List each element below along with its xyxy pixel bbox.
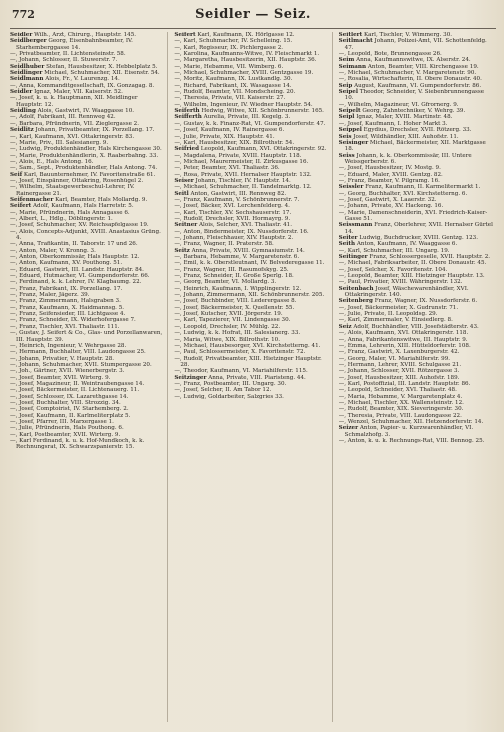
entry-details: Leopold, Kaufmann, XVI. Ottakringerstr. 92. — [200, 146, 327, 153]
entry-details: —, Theresia, Private, VIII. Laudongasse 22. — [338, 412, 462, 419]
entry-details: —, Marie, Pfründnerin, Hals Annagasse 6. — [10, 209, 130, 216]
entry-details: —, Franz, Wagner, II. Praterstr. 58. — [174, 241, 274, 248]
entry-details: —, Alois, Kaufmann, XVI. Ottakringerstr. 118. — [338, 330, 469, 337]
entry-details: —, Leopold, Bote, Brunnengasse 26. — [338, 51, 442, 58]
entry-details: —, Karolina, Kaufmanns-Witwe, IV. Fleischmarkt 1. — [174, 51, 320, 58]
entry-details: —, Michael, Schuhmacher, V. Margaretenstr. 90. — [338, 70, 477, 77]
entry-details: Anna, Kaufmannswitwe, IX. Alserstr. 24. — [356, 57, 471, 64]
entry-details: —, Eduard, Gastwirt, III. Landstr. Hauptstr. 84. — [10, 266, 144, 273]
entry-details: —, Josef, Hausbesitzer, IV. Mostg. 9. — [338, 165, 441, 172]
entry-details: —, Marie, Hebamme, VII. Wimberg. 6. — [174, 63, 284, 70]
entry-details: —, Emil, k. k. Oberstleutnant, IV. Belvederegasse 11. — [174, 260, 325, 267]
entry-details: —, Ludwig, Goldarbeiter, Salzgries 33. — [174, 393, 284, 400]
entry-surname: Seiferth — [174, 108, 200, 115]
entry-details: —, Josef, Beamter, XVII. Wirterg. 9. — [10, 374, 111, 381]
entry-details: —, Karl, Postbeamter, XVII. Wirterg. 9. — [10, 431, 121, 438]
entry-details: —, Georg, Beamter, VI. Mollardg. 3. — [174, 279, 277, 286]
entry-details: —, Johann, Zimmermann, XII. Schönbrunnerstr. 205. — [174, 292, 325, 299]
entry-surname: Seisinger — [338, 139, 369, 146]
entry-details: —, Josef, Bäckermeister, II. Lichtenauerg. 11. — [10, 387, 140, 394]
entry-details: Georg, Eisenbahnbeamter, IV. Starhemberggasse 14. — [16, 38, 133, 51]
entry-details: —, Karl, Schuhmacher, III. Ungarg. 19. — [338, 247, 450, 254]
entry-details: Egydius, Drechsler, XVII. Rötzerg. 33. — [363, 127, 472, 134]
entry-details: —, Josef, Bäckermeister, X. Gudrunstr. 71. — [338, 304, 459, 311]
entry-details: —, Franz, Schneider, II. Große Sperlg. 18. — [174, 273, 294, 280]
directory-entry — [10, 229, 164, 242]
directory-entry — [339, 140, 493, 153]
directory-entry — [10, 438, 164, 451]
entry-details: —, Sam., Sept., Produktenhändler, Hals Antong. 74. — [10, 165, 158, 172]
directory-entry — [339, 38, 493, 51]
entry-surname: Seidler — [10, 89, 33, 96]
entry-details: —, Josef, Buchhalter, VIII. Strozzig. 34. — [10, 399, 121, 406]
entry-surname: Seidlhuber — [10, 63, 45, 70]
entry-surname: Seipel — [338, 89, 358, 96]
entry-details: —, Alois, Concepts-Adjunkt, XVIII. Anastasius Grüng. 4. — [10, 228, 161, 241]
entry-details: —, Rosalia, Wirtschafterin, II. Obere Donaustr. 40. — [338, 76, 482, 83]
entry-details: —, Karl, Postoffizial, III. Landstr. Hauptstr. 86. — [338, 380, 471, 387]
entry-details: —, Wilhelm, Ingenieur, IV. Wiedner Hauptstr. 54. — [174, 101, 313, 108]
entry-surname: Seifferth — [174, 114, 202, 121]
entry-details: —, Julie, Private, XIX. Hauptstr. 41. — [174, 133, 275, 140]
entry-details: —, Anton, Kaufmann, XV. Pouthong. 51. — [10, 260, 123, 267]
entry-details: —, Josef, k. u. k. Hauptmann, XII. Meidlinger Hauptstr. 12. — [10, 95, 138, 108]
entry-details: Theodor, Schneider, V. Siebenbrunnengasse 10. — [344, 89, 485, 102]
entry-details: —, Johann, Private, XV. Hackeng. 16. — [338, 203, 444, 210]
entry-details: Karl, Tischler, V. Wimmerg. 30. — [363, 32, 453, 38]
entry-details: —, Johann, Privatier, V. Hauptstr. 28. — [10, 355, 115, 362]
entry-details: —, Franz, Schneider, IX. Widerhofergasse 7. — [10, 317, 136, 324]
entry-surname: Seidlberger — [10, 38, 47, 45]
entry-surname: Seidlinger — [10, 70, 43, 77]
page-header — [10, 6, 496, 29]
entry-details: —, Johann, Schuhmacher, XVII. Stumpergasse 20. — [10, 361, 152, 368]
entry-details: —, Johann, Schlosser, II. Stuwerstr. 7. — [10, 57, 118, 64]
directory-entry — [10, 38, 164, 51]
entry-surname: Seitner — [174, 222, 198, 229]
entry-details: —, Michael, Schuhmacher, II. Tandelmarktg. 12. — [174, 184, 312, 191]
entry-details: —, Heinrich, Kaufmann, I. Wipplingerstr. 12. — [174, 285, 302, 292]
entry-details: Franz, Oberlehrer, XVII. Hernalser Gürtel 14. — [344, 222, 493, 235]
entry-surname: Seifert — [10, 203, 32, 210]
entry-details: Alois, Fr., V. Laurenzg. 14. — [45, 76, 120, 83]
entry-details: —, Karl, Regisseur, IX. Pichlergasse 2. — [174, 44, 284, 51]
entry-surname: Seipelt — [338, 108, 361, 115]
entry-details: Ludwig, Buchdrucker, XVIII. Gentzg. 123. — [359, 235, 479, 241]
entry-details: —, Josef, Magazineur, II. Weintraubengasse 14. — [10, 380, 145, 387]
entry-details: Anna, Private, VIII. Piaristeng. 44. — [208, 374, 306, 381]
entry-details: Ignaz, Maler, VII. Kaiserstr. 52. — [34, 89, 123, 96]
column-1 — [10, 32, 168, 722]
entry-details: —, Josef, Bäckermeister, X. Quellenstr. 55. — [174, 304, 295, 311]
entry-details: —, Michael, Schuhmacher, XVIII. Gentzgasse 19. — [174, 70, 314, 77]
entry-details: —, Wilhelm, Magazineur, VI. Gfrornerg. 9. — [338, 101, 459, 108]
entry-details: —, Georg, Buchhalter, XVI. Kirchstetterng. 6. — [338, 190, 468, 197]
entry-details: —, Gustav, k. k. Finanz-Rat, VI. Gumpendorferstr. 47. — [174, 120, 326, 127]
entry-details: —, Leopold, Beamter, XIII. Hietzinger Hauptstr. 13. — [338, 273, 485, 280]
entry-details: —, Josef, Selcher, X. Favoritenstr. 104. — [338, 266, 448, 273]
entry-surname: Seiss — [338, 152, 355, 159]
entry-details: —, Karl, Kaufmann, XVI. Ottakringerstr. 83. — [10, 133, 135, 140]
entry-details: —, Johann, Fleischhauer, XIV. Hauptstr. 2. — [174, 235, 294, 241]
entry-details: Georg, Zahntechniker, V. Wehrg. 39. — [362, 108, 466, 115]
entry-details: —, Michael, Tischler, XX. Wallensteinstr. 12. — [338, 399, 464, 406]
entry-details: —, Karl, Schuhmacher, IV. Schelleing. 15. — [174, 38, 293, 45]
entry-details: —, Michael, Hausbesorger, XVI. Kirchstetterng. 41. — [174, 342, 321, 349]
entry-details: —, Anna, Kommanditgesellschaft, IX. Gonzagag. 8. — [10, 82, 155, 89]
entry-surname: Seiter — [338, 235, 358, 241]
entry-surname: Seip — [338, 82, 353, 89]
entry-details: Michael, Bäckermeister, XII. Marktgasse 18. — [344, 139, 486, 153]
directory-entry — [10, 95, 164, 108]
entry-details: —, Theresia, Private, VII. Kaiserstr. 27. — [174, 95, 286, 102]
entry-details: —, Franz, Maler, Jägerz. 39. — [10, 292, 90, 299]
directory-entry — [339, 438, 493, 444]
entry-surname: Seis — [338, 133, 352, 140]
entry-details: Adolf, Buchhändler, VIII. Josefstädterstr. 43. — [353, 323, 479, 330]
entry-details: —, Ferdinand, k. k. Lehrer, IV. Klagbaumg. 22. — [10, 279, 142, 286]
entry-details: —, Josef, Buchbinder, VIII. Lederergasse 8. — [174, 298, 297, 305]
entry-details: Alois, Selcher, XVI. Thaliastr. 41. — [199, 222, 293, 229]
entry-details: —, Josef, Kaufmann, II. Karlmeliterplatz 5. — [10, 412, 131, 419]
entry-details: —, Johann, Schlosser, XVII. Rötzergasse 3. — [338, 368, 460, 375]
entry-surname: Seidler — [10, 32, 33, 38]
entry-details: Johann, Polizei-Amt, VII. Schottenfeldg. 47. — [344, 38, 487, 51]
entry-details: —, Josef, Kutscher, XVII. Jörgerstr. 19. — [174, 311, 283, 318]
entry-details: —, Karl, Hausbesitzer, XIX. Billrothstr. 54. — [174, 139, 295, 146]
entry-details: Karl, Bauunternehmer, IV. Favoritenstraße 61. — [23, 171, 156, 178]
directory-entry — [339, 89, 493, 102]
entry-details: —, Anton, Oberkommissär, Hals Hauptstr. 12. — [10, 254, 140, 261]
entry-surname: Seipl — [338, 114, 355, 121]
entry-surname: Seifried — [174, 146, 200, 153]
entry-details: Johann, Privatbeamter, IX. Porzellang. 17. — [35, 127, 155, 134]
entry-details: Anton, Beamter, VIII. Kirchengasse 19. — [367, 63, 479, 70]
entry-details: —, Michael, Maurermeister, II. Zirkusgasse 16. — [174, 158, 309, 165]
directory-entry — [339, 222, 493, 235]
entry-details: —, Rudolf, Privatbeamter, XIII. Hietzinger Hauptstr. 28. — [174, 355, 322, 368]
entry-details: —, Eduard, Maler, XVIII. Gentzg. 82. — [338, 171, 443, 178]
entry-details: —, Josef, Comptoirist, IV. Starhemberg. 2. — [10, 406, 129, 413]
entry-details: —, Josef, Einspänner, Ottakring, Rosenhügel 2. — [10, 177, 144, 184]
entry-details: —, Magdalena, Private, XVIII. Hauptstr. 118. — [174, 152, 302, 159]
entry-details: —, Josef, Kaufmann, IV. Rainergasse 6. — [174, 127, 285, 134]
entry-details: Josef, Wildhändler, XIII. Auhofstr. 11. — [353, 133, 459, 140]
entry-surname: Seifert — [174, 32, 196, 38]
entry-details: —, Albert, L., Hdlg., Döblingerstr. 1. — [10, 215, 113, 222]
entry-details: —, Alois, E., Hals Antong. 16. — [10, 158, 94, 165]
entry-surname: Seith — [338, 241, 356, 248]
entry-details: Michael, Schuhmacher, XII. Eisenstr. 54. — [44, 70, 160, 77]
entry-details: Adolf, Kaufmann, Hals Harretstr. 5. — [33, 203, 134, 210]
entry-details: —, Josef, Schuhmacher, XV. Reichsapfelgasse 19. — [10, 222, 149, 229]
entry-details: —, Franz, Kaufmann, X. Haidmannsg. 5. — [10, 304, 125, 311]
entry-details: Aurelia, Private, III. Kegelg. 3. — [203, 114, 291, 121]
entry-details: —, Rudolf, Beamter, VII. Mondscheing. 20. — [174, 89, 296, 96]
entry-surname: Seitlert — [338, 32, 363, 38]
entry-details: —, Rosa, Private, XVII. Hernalser Hauptstr. 132. — [174, 171, 312, 178]
entry-details: Johann, k. k. Oberkommissär, III. Untere Weissgerberstr. 6. — [344, 152, 472, 165]
entry-details: —, Barbara, Pfründnerin, VII. Zieglergasse 2. — [10, 120, 140, 127]
entry-details: Franz, Kaufmann, II. Karmelitermarkt 1. — [365, 184, 481, 191]
entry-details: Hedwig, Witwe, XII. Schönbrunnerstr. 165. — [201, 108, 324, 115]
entry-details: —, Anton, Maler, V. Kronng. 3. — [10, 247, 96, 254]
entry-details: —, Wilhelm, Staatsgewerbeschul-Lehrer, IV. Rainergasse 21. — [10, 184, 135, 197]
entry-surname: Seissmann — [338, 222, 373, 229]
entry-details: —, Marie, Damenschneiderin, XVI. Friedrich-Kaiser-Gasse 51. — [338, 209, 488, 222]
entry-surname: Seitenbach — [338, 285, 374, 292]
entry-details: —, Josef, Kaufmann, I. Hoher Markt 3. — [338, 120, 448, 127]
entry-details: —, Franz, Fabrikant, IX. Porzellang. 17. — [10, 285, 123, 292]
entry-details: —, Eduard, Hutmacher, VI. Gumpendorferstr. 66. — [10, 273, 150, 280]
entry-details: —, Georg, Maler, VI. Mariahilferstr. 99. — [338, 355, 451, 362]
entry-details: Anton, Gastwirt, III. Rennweg 82. — [190, 190, 287, 197]
entry-surname: Seitl — [174, 190, 189, 197]
entry-details: —, Moritz, Kaufmann, IX. Lustkandlg. 30. — [174, 76, 293, 83]
entry-surname: Seiser — [174, 177, 194, 184]
entry-details: Josef, Wäschewarenhändler, XVI. Ottakringerstr. 140. — [344, 285, 469, 299]
directory-entry — [174, 394, 328, 400]
entry-details: —, Ludwig, k. k. Hofrat, III. Salesianerg. 33. — [174, 330, 301, 337]
entry-details: —, Franz, Seifensieder, III. Lichtgasse 4. — [10, 311, 126, 318]
entry-details: —, Franz, Beamter, V. Pilgramg. 16. — [338, 177, 440, 184]
entry-surname: Seiz — [338, 323, 352, 330]
directory-entry — [10, 330, 164, 343]
entry-surname: Seitz — [174, 247, 190, 254]
entry-details: Anna, Private, XVIII. Gymnasiumstr. 14. — [191, 247, 305, 254]
column-3 — [339, 32, 496, 722]
entry-details: Alois, Gastwirt, IV. Waaggasse 10. — [37, 108, 135, 115]
entry-details: —, Emma, Lehrerin, XIII. Hütteldorferstr. 108. — [338, 342, 471, 349]
entry-details: Franz, Schlossergeselle, XVII. Hauptstr. 2. — [369, 254, 491, 261]
entry-details: —, Michael, Fabriksarbeiter, II. Obere Donaustr. 45. — [338, 260, 487, 267]
directory-entry — [339, 210, 493, 223]
entry-surname: Seitinger — [338, 254, 368, 261]
entry-surname: Seif — [10, 171, 23, 178]
page-number: 772 — [12, 8, 35, 21]
entry-details: —, Maria, Hebamme, V. Margaretenplatz 4. — [338, 393, 463, 400]
entry-details: —, Paul, Privatier, XVIII. Währingerstr. 132. — [338, 279, 463, 286]
directory-entry — [174, 356, 328, 369]
entry-details: —, Heinrich, Ingenieur, V. Wehrgasse 28. — [10, 342, 127, 349]
entry-details: Anton, Papier- u. Kurzwarenhändler, VI. Schmalzhofg. 3. — [344, 425, 474, 438]
entry-details: Johann, Tischler, IV. Hauptstr. 14. — [195, 177, 291, 184]
entry-details: —, Anton, Bindermeister, IX. Nussdorferstr. 16. — [174, 228, 309, 235]
entry-details: —, Franz, Postbeamter, III. Ungarg. 30. — [174, 380, 287, 387]
entry-details: August, Kaufmann, VI. Gumpendorferstr. 86. — [354, 82, 482, 89]
directory-columns — [10, 32, 496, 722]
entry-details: —, Franz, Zimmermann, Halsgraben 3. — [10, 298, 121, 305]
entry-details: —, Barbara, Hebamme, V. Margaretenstr. 6. — [174, 254, 300, 261]
entry-surname: Seissler — [338, 184, 364, 191]
entry-details: —, Anna, Fabrikantenswitwe, III. Hauptstr. 9. — [338, 336, 468, 343]
entry-details: —, Josef, Bäcker, XVI. Lerchenfelderg. 4. — [174, 203, 290, 210]
entry-details: —, Josef, Schlosser, IX. Lazarethgasse 14. — [10, 393, 129, 400]
entry-details: —, Marie, Produktenhändlerin, X. Raaberbahng. 33. — [10, 152, 159, 159]
entry-details: —, Rudolf, Beamter, XIX. Sieveringerstr. 30. — [338, 406, 464, 413]
entry-details: Karl, Beamter, Hals Mollardg. 9. — [55, 196, 148, 203]
entry-details: —, Leopold, Drechsler, IV. Mühlg. 22. — [174, 323, 281, 330]
entry-details: —, Julie, Private, II. Leopoldsg. 29. — [338, 311, 438, 318]
entry-details: —, Josef, Hausbesitzer, XIII. Auhofstr. 189. — [338, 374, 460, 381]
entry-details: —, Privatbeamter, II. Lichtensteinstr. 58. — [10, 51, 126, 58]
column-2 — [174, 32, 332, 722]
entry-details: —, Richard, Fabrikant, IX. Wasagasse 14. — [174, 82, 292, 89]
entry-surname: Seitlmacht — [338, 38, 373, 45]
entry-details: —, Anton, k. u. k. Rechnungs-Rat, VIII. Bennog. 25. — [338, 438, 485, 444]
entry-details: Wilh., Arzt, Chirurg., Hauptstr. 145. — [34, 32, 137, 38]
entry-surname: Seitenberg — [338, 298, 373, 305]
entry-details: —, Joh., Gärtner, XVII. Wienerbergstr. 3. — [10, 368, 125, 375]
entry-details: —, Karl, Zimmermaler, V. Einsiedlerg. 8. — [338, 317, 453, 324]
entry-surname: Seim — [338, 57, 355, 64]
entry-details: —, Hermann, Buchhalter, VIII. Laudongasse 25. — [10, 349, 146, 356]
entry-details: —, Gustav, J. Seifert & Co., Glas- und Porzellanwaren, III. Hauptstr. 39. — [10, 330, 163, 343]
entry-surname: Seizer — [338, 425, 359, 432]
entry-details: —, Margaretha, Hausbesitzerin, XII. Hauptstr. 36. — [174, 57, 317, 64]
directory-entry — [339, 286, 493, 299]
entry-details: —, Karl, Tapezierer, VII. Lindengasse 30. — [174, 317, 291, 324]
running-head: Seidler — Seiz. — [195, 7, 311, 22]
entry-surname: Seimann — [338, 63, 367, 70]
entry-details: —, Josef, Pfarrer, III. Marxergasse 1. — [10, 418, 114, 425]
entry-details: —, Julie, Pfründnerin, Hals Pouthong. 6. — [10, 425, 124, 432]
directory-entry — [339, 425, 493, 438]
entry-details: —, Rudolf, Drechsler, XVII. Hormayrg. 9. — [174, 215, 291, 222]
entry-surname: Seidlitz — [10, 127, 34, 134]
entry-surname: Seidlmann — [10, 76, 44, 83]
entry-details: —, Josef, Gastwirt, X. Laaerstr. 32. — [338, 196, 437, 203]
entry-details: Stefan, Hausbesitzer, X. Hebbelplatz 5. — [46, 63, 158, 70]
entry-details: —, Anna, Trafikantin, II. Taborstr. 17 und 26. — [10, 241, 138, 248]
entry-details: —, Ludwig, Produktenhändler, Hals Kirchengasse 30. — [10, 146, 162, 153]
entry-details: —, Franz, Wagner, III. Rasumofskyg. 25. — [174, 266, 289, 273]
entry-details: —, Peter, Beamter, XVI. Thaliastr. 36. — [174, 165, 280, 172]
entry-details: —, Marie, Priv., III. Salesianerg. 9. — [10, 139, 109, 146]
entry-details: —, Hermann, Lehrer, XVIII. Schulgasse 21. — [338, 361, 462, 368]
entry-details: —, Karl, Tischler, XV. Sechshauserstr. 17. — [174, 209, 292, 216]
entry-details: —, Franz, Kaufmann, V. Schönbrunnerstr. 7. — [174, 196, 300, 203]
entry-details: —, Josef, Selcher, II. Am Tabor 12. — [174, 387, 272, 394]
entry-details: —, Paul, Schlossermeister, X. Favoritenstr. 72. — [174, 349, 306, 356]
entry-surname: Seippel — [338, 127, 362, 134]
entry-details: Karl, Kaufmann, IX. Hörlgasse 12. — [197, 32, 295, 38]
directory-entry — [10, 184, 164, 197]
entry-details: Anton, Kaufmann, IV. Waaggasse 6. — [356, 241, 458, 248]
entry-surname: Seitzinger — [174, 374, 207, 381]
entry-details: —, Theodor, Kaufmann, VI. Mariahilferstr. 115. — [174, 368, 308, 375]
entry-details: Ignaz, Maler, XVIII. Martinstr. 48. — [356, 114, 453, 121]
entry-surname: Seidling — [10, 108, 36, 115]
entry-details: —, Leopold, Schneider, XVI. Thaliastr. 48. — [338, 387, 457, 394]
entry-details: —, Karl Ferdinand, k. u. k. Hof-Mundkoch, k. k. Rechnungsrat, IX. Schwarzspanierstr. 15. — [10, 438, 145, 451]
entry-details: Franz, Wagner, IX. Nussdorferstr. 6. — [374, 298, 478, 305]
entry-details: —, Adolf, Fabrikant, III. Rennweg 42. — [10, 114, 116, 121]
entry-details: —, Wenzel, Schuhmacher, XII. Hetzendorferstr. 14. — [338, 418, 484, 425]
directory-entry — [339, 153, 493, 166]
entry-details: —, Franz, Tischler, XVI. Thaliastr. 111. — [10, 323, 120, 330]
entry-details: —, Franz, Gastwirt, X. Laxenburgerstr. 42. — [338, 349, 460, 356]
entry-surname: Seifenmacher — [10, 196, 54, 203]
entry-details: —, Maria, Witwe, XIX. Billrothstr. 10. — [174, 336, 280, 343]
